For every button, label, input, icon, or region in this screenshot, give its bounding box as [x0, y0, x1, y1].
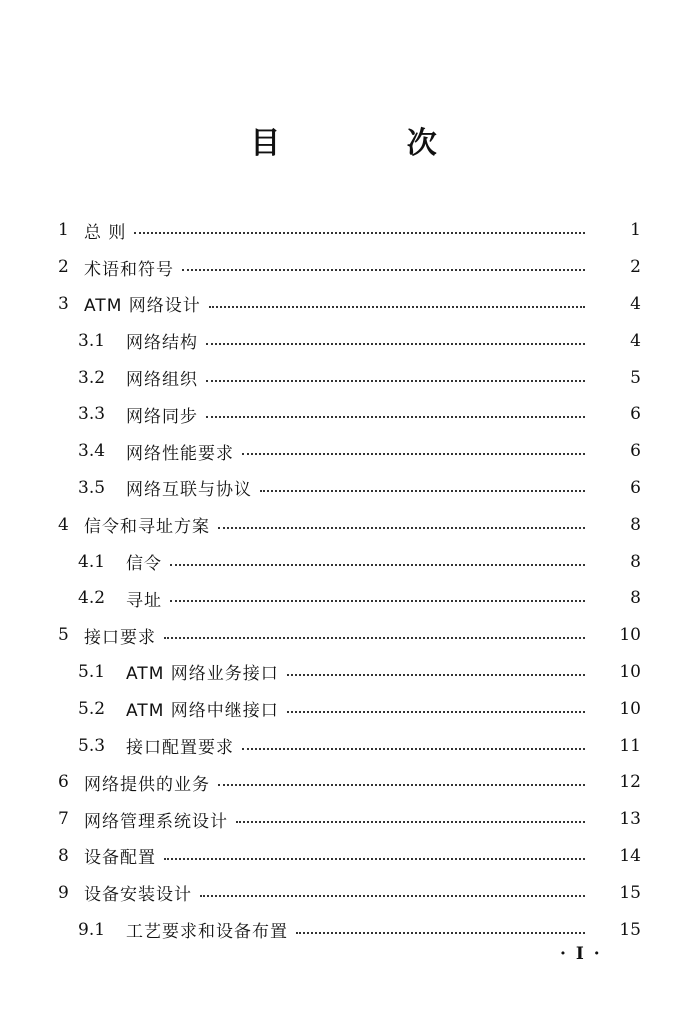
toc-entry[interactable]	[0, 212, 687, 249]
toc-entry-label: ATM 网络中继接口	[126, 701, 279, 722]
toc-entry-number: 9	[58, 882, 69, 903]
toc-entry[interactable]	[0, 654, 687, 691]
toc-entry-number: 5	[58, 625, 69, 646]
toc-entry-label: 设备安装设计	[84, 885, 192, 906]
toc-entry-number: 9.1	[78, 919, 106, 940]
dot-leader	[170, 564, 585, 566]
toc-entry-label: 网络提供的业务	[84, 774, 210, 795]
toc-entry[interactable]	[0, 396, 687, 433]
toc-entry-page: 8	[630, 588, 641, 609]
toc-entry-label: 设备配置	[84, 848, 156, 869]
toc-entry-page: 2	[630, 257, 641, 278]
toc-entry[interactable]	[0, 506, 687, 543]
toc-entry-number: 3.5	[78, 477, 106, 498]
toc-entry-number: 4.1	[78, 551, 106, 572]
toc-entry[interactable]	[0, 764, 687, 801]
toc-entry-page: 6	[630, 477, 641, 498]
dot-leader	[182, 269, 585, 271]
toc-entry-page: 10	[619, 625, 641, 646]
toc-entry[interactable]	[0, 580, 687, 617]
toc-entry-number: 8	[58, 845, 69, 866]
dot-leader	[236, 821, 585, 823]
toc-entry[interactable]	[0, 433, 687, 470]
toc-entry[interactable]	[0, 874, 687, 911]
toc-entry-label: 网络组织	[126, 370, 198, 391]
toc-entry[interactable]	[0, 359, 687, 396]
dot-leader	[134, 232, 585, 234]
toc-entry-number: 7	[58, 809, 69, 830]
toc-entry-number: 5.3	[78, 735, 106, 756]
toc-entry-label: 网络互联与协议	[126, 480, 252, 501]
dot-leader	[206, 343, 585, 345]
toc-entry-label: ATM 网络业务接口	[126, 664, 279, 685]
toc-entry-label: 寻址	[126, 590, 162, 611]
toc-entry-label: 总 则	[84, 222, 127, 243]
dot-leader	[206, 380, 585, 382]
dot-leader	[206, 416, 585, 418]
toc-entry[interactable]	[0, 322, 687, 359]
toc-entry[interactable]	[0, 911, 687, 948]
toc-entry-number: 3.1	[78, 330, 106, 351]
toc-entry-page: 6	[630, 404, 641, 425]
toc-entry-label: 接口配置要求	[126, 738, 234, 759]
toc-entry-number: 3	[58, 293, 69, 314]
toc-entry-number: 6	[58, 772, 69, 793]
dot-leader	[287, 711, 585, 713]
dot-leader	[164, 858, 585, 860]
toc-entry-label: ATM 网络设计	[84, 296, 201, 317]
toc-entry-number: 3.3	[78, 404, 106, 425]
toc-entry-number: 4	[58, 514, 69, 535]
toc-entry-page: 4	[630, 293, 641, 314]
toc-entry-label: 信令	[126, 554, 162, 575]
dot-leader	[218, 784, 585, 786]
dot-leader	[296, 932, 585, 934]
dot-leader	[209, 306, 585, 308]
toc-entry-label: 术语和符号	[84, 259, 174, 280]
dot-leader	[170, 600, 585, 602]
toc-entry[interactable]	[0, 727, 687, 764]
toc-entry-label: 网络同步	[126, 406, 198, 427]
toc-entry-number: 2	[58, 257, 69, 278]
toc-entry-page: 12	[619, 772, 641, 793]
toc-entry[interactable]	[0, 543, 687, 580]
toc-entry-page: 15	[619, 882, 641, 903]
toc-entry-page: 6	[630, 441, 641, 462]
toc-entry-page: 8	[630, 551, 641, 572]
table-of-contents	[0, 212, 687, 948]
toc-entry-page: 11	[619, 735, 641, 756]
toc-entry[interactable]	[0, 286, 687, 323]
toc-entry-number: 4.2	[78, 588, 106, 609]
toc-entry-number: 3.4	[78, 441, 106, 462]
dot-leader	[287, 674, 585, 676]
toc-entry-page: 5	[630, 367, 641, 388]
toc-entry-number: 1	[58, 220, 69, 241]
toc-entry-page: 14	[619, 845, 641, 866]
dot-leader	[260, 490, 585, 492]
dot-leader	[242, 453, 585, 455]
toc-entry[interactable]	[0, 249, 687, 286]
toc-entry-label: 工艺要求和设备布置	[126, 922, 288, 943]
toc-entry-page: 10	[619, 661, 641, 682]
toc-entry-label: 网络管理系统设计	[84, 811, 228, 832]
page-number-footer: · I ·	[560, 944, 602, 964]
dot-leader	[200, 895, 585, 897]
toc-entry-label: 信令和寻址方案	[84, 517, 210, 538]
toc-entry-page: 1	[630, 220, 641, 241]
toc-entry-page: 8	[630, 514, 641, 535]
toc-entry[interactable]	[0, 838, 687, 875]
toc-entry[interactable]	[0, 470, 687, 507]
toc-entry[interactable]	[0, 801, 687, 838]
toc-entry-page: 4	[630, 330, 641, 351]
toc-entry[interactable]	[0, 690, 687, 727]
dot-leader	[218, 527, 585, 529]
toc-entry-number: 5.1	[78, 661, 106, 682]
dot-leader	[164, 637, 585, 639]
page-title: 目 次	[250, 126, 495, 161]
toc-entry-label: 网络结构	[126, 333, 198, 354]
toc-entry-label: 接口要求	[84, 627, 156, 648]
toc-entry-number: 3.2	[78, 367, 106, 388]
toc-entry-page: 13	[619, 809, 641, 830]
toc-entry[interactable]	[0, 617, 687, 654]
toc-entry-page: 15	[619, 919, 641, 940]
dot-leader	[242, 748, 585, 750]
toc-entry-page: 10	[619, 698, 641, 719]
toc-entry-label: 网络性能要求	[126, 443, 234, 464]
toc-entry-number: 5.2	[78, 698, 106, 719]
